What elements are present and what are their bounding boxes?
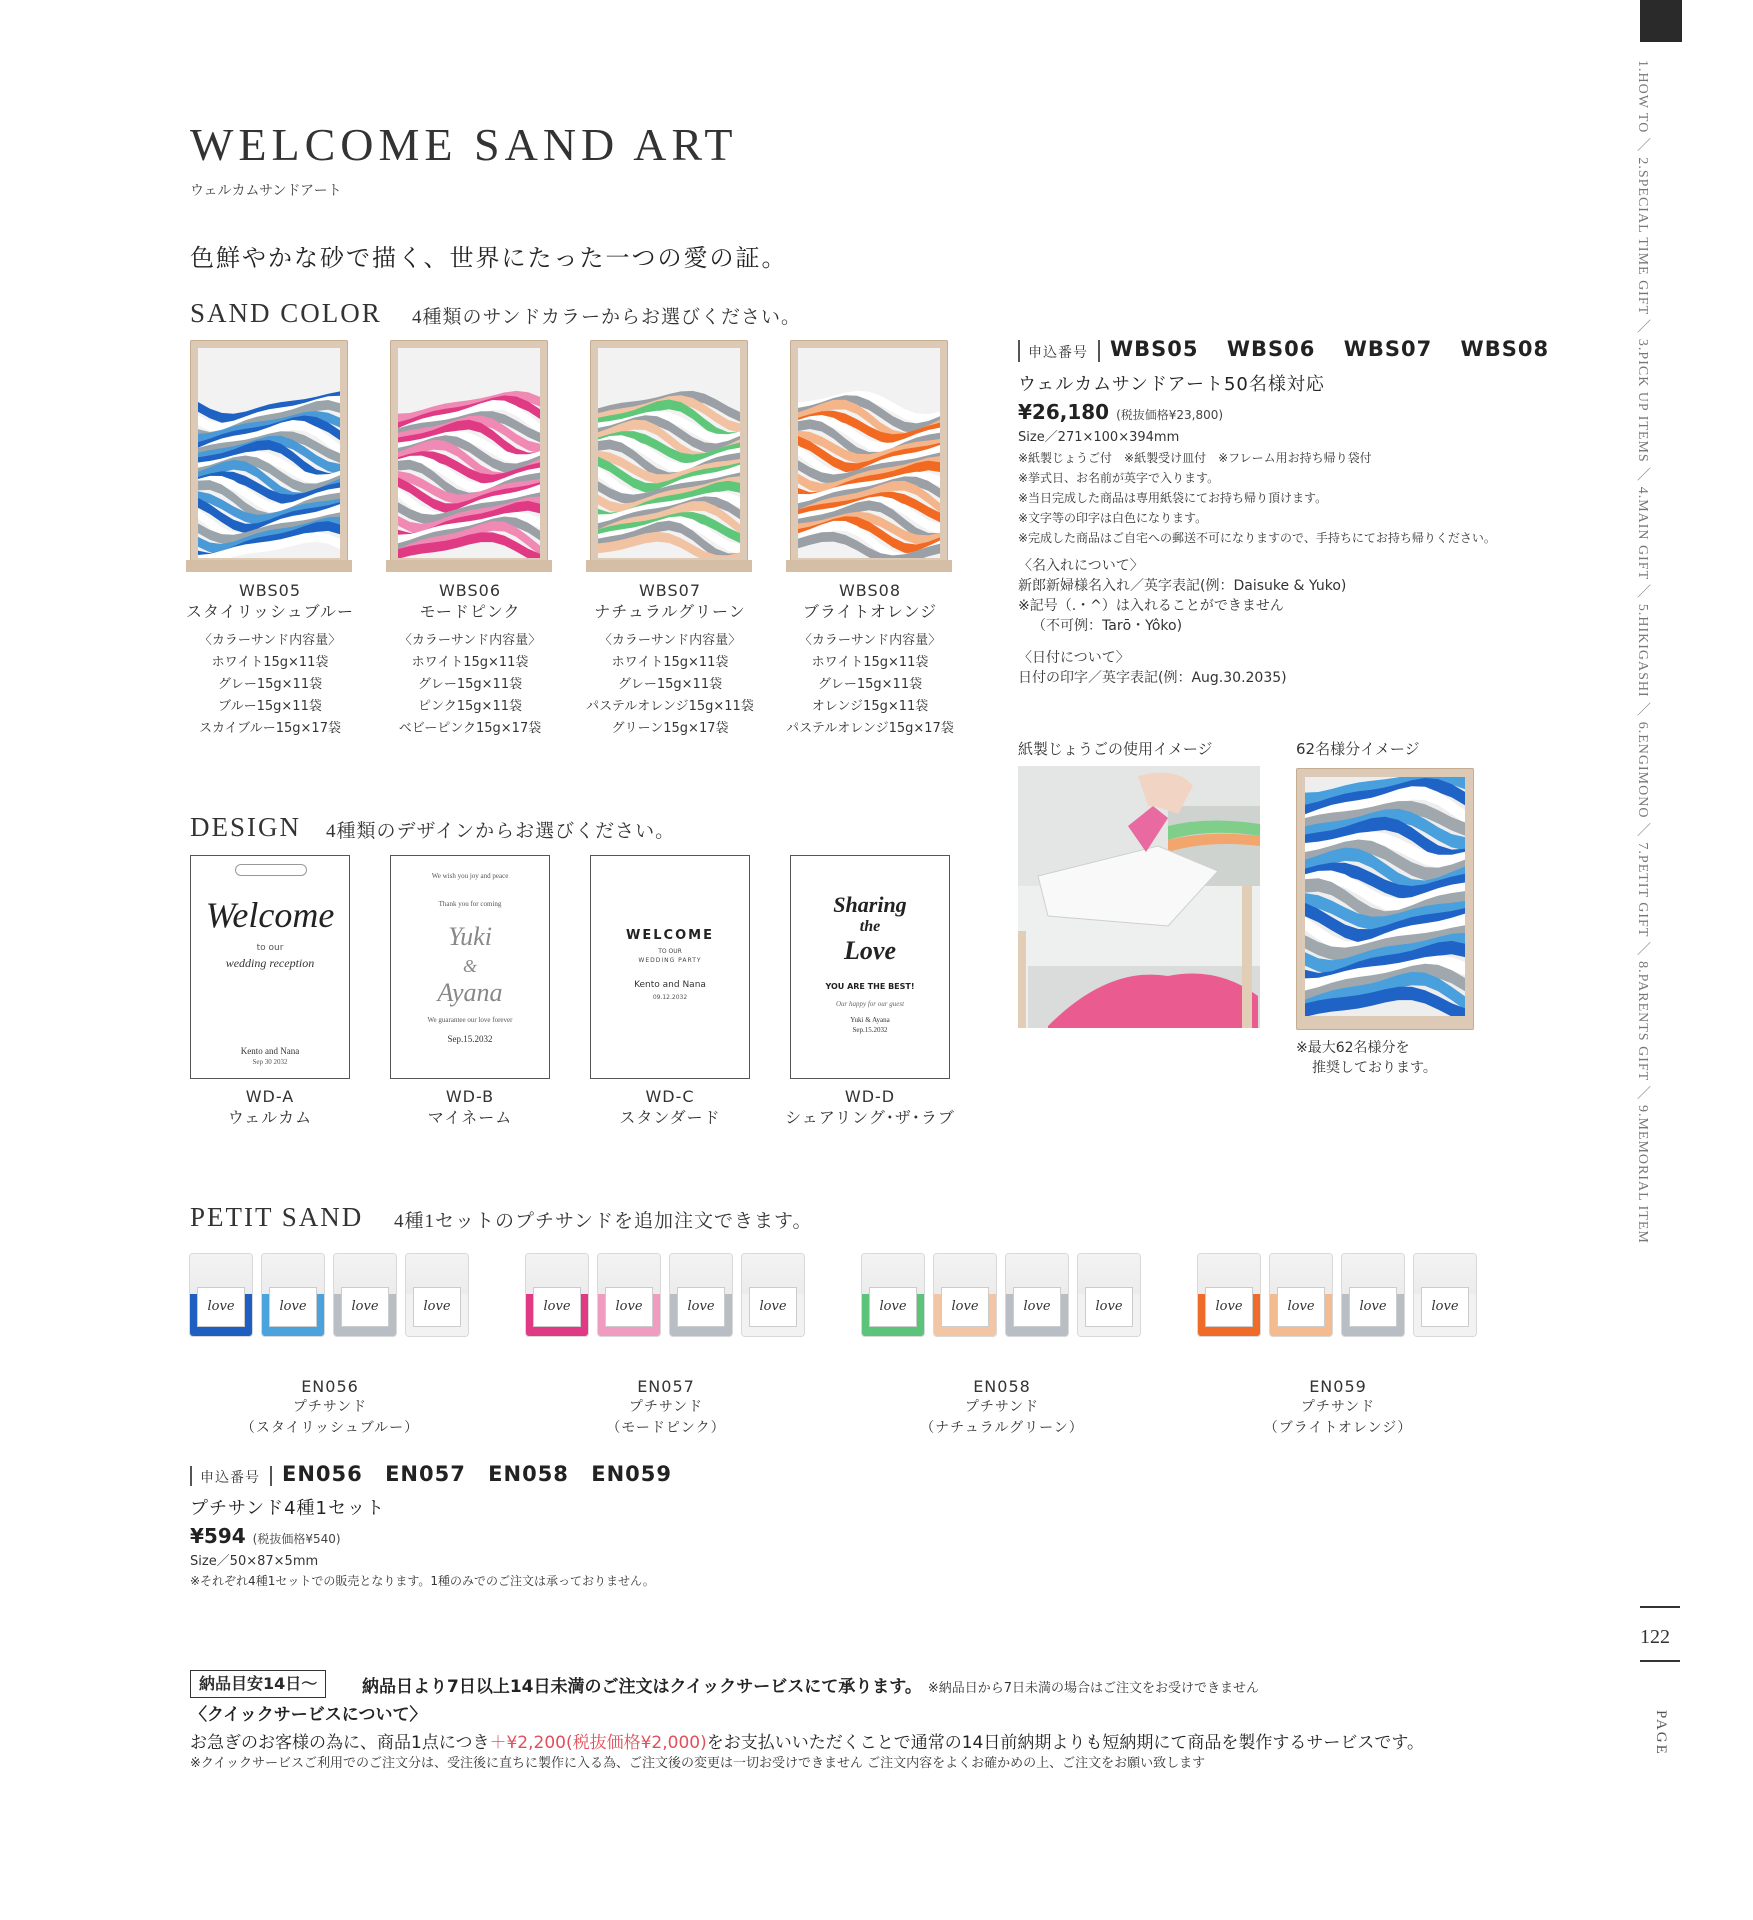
- funnel-illustration: [1018, 766, 1260, 1028]
- design-line: Thank you for coming: [438, 900, 502, 908]
- pouch-label: love: [1278, 1288, 1324, 1326]
- pouch-label: love: [1086, 1288, 1132, 1326]
- design-label-wd-c: [590, 1086, 750, 1128]
- petit-variant: （モードピンク）: [606, 1420, 726, 1436]
- sand-pouch: [334, 1254, 396, 1336]
- pouch-label: love: [1206, 1288, 1252, 1326]
- page-title: WELCOME SAND ART: [190, 119, 738, 170]
- design-names: Kento and Nana: [240, 1046, 300, 1056]
- price-excl-tax: (税抜価格¥540): [252, 1532, 341, 1546]
- product-code: WBS08: [1460, 337, 1550, 361]
- sand-color-label: [370, 580, 570, 740]
- product-code: WBS05: [1110, 337, 1199, 361]
- sand-name: モードピンク: [419, 602, 521, 621]
- pouch-label: love: [1350, 1288, 1396, 1326]
- design-heading: DESIGN: [190, 812, 301, 842]
- design-label-wd-a: [190, 1086, 350, 1128]
- sand-color-label: [770, 580, 970, 740]
- petit-label: [1178, 1376, 1498, 1439]
- design-name: スタンダード: [619, 1108, 721, 1127]
- design-names: Yuki & Ayana: [850, 1016, 890, 1024]
- sand-pouch: [598, 1254, 660, 1336]
- side-nav-text: 1.HOW TO ／ 2.SPECIAL TIME GIFT ／ 3.PICK UP ITEMS ／ 4.MAIN GIFT ／ 5.HIKIGASHI ／ 6.ENGIMONO ／ 7.PETIT GIFT ／ 8.PARENTS GIFT ／ 9.MEMORIAL ITEM: [1635, 60, 1650, 1244]
- pouch-label: love: [1014, 1288, 1060, 1326]
- sand-name: スタイリッシュブルー: [185, 602, 355, 621]
- design-date: Sep.15.2032: [852, 1026, 888, 1034]
- product-codes: [1110, 337, 1549, 361]
- petit-name: プチサンド: [964, 1399, 1040, 1415]
- design-label-wd-d: [770, 1086, 970, 1128]
- pouch-label: love: [678, 1288, 724, 1326]
- petit-note: ※それぞれ4種1セットでの販売となります。1種のみでのご注文は承っておりません。: [190, 1574, 655, 1588]
- pouch-label: love: [1422, 1288, 1468, 1326]
- delivery-main-note: ※納品日から7日未満の場合はご注文をお受けできません: [927, 1681, 1260, 1696]
- design-line: to our: [256, 943, 284, 953]
- petit-codes: [282, 1462, 672, 1486]
- design-label-wd-b: [390, 1086, 550, 1128]
- sand-waves: [798, 348, 940, 558]
- page-rule: [1640, 1660, 1680, 1662]
- contents-line: スカイブルー15g×17袋: [199, 721, 341, 736]
- petit-code: EN059: [1309, 1377, 1367, 1396]
- note-line: ※最大62名様分を: [1296, 1040, 1410, 1056]
- petit-code: EN057: [385, 1462, 466, 1486]
- sand-pouch: [1270, 1254, 1332, 1336]
- pouch-label: love: [198, 1288, 244, 1326]
- contents-line: ベビーピンク15g×17袋: [398, 721, 542, 736]
- design-name: ウェルカム: [227, 1108, 313, 1127]
- contents-line: オレンジ15g×11袋: [811, 699, 929, 714]
- contents-line: ピンク15g×11袋: [418, 699, 522, 714]
- sand-name: ブライトオレンジ: [802, 602, 938, 621]
- contents-title: 〈カラーサンド内容量〉: [198, 633, 342, 648]
- contents-line: ホワイト15g×11袋: [611, 655, 729, 670]
- design-script-the: the: [859, 918, 881, 935]
- price-value: ¥594: [190, 1524, 246, 1548]
- page-number: 122: [1640, 1626, 1670, 1648]
- quick-text: お急ぎのお客様の為に、商品1点につき: [190, 1733, 490, 1753]
- petit-set-name: プチサンド4種1セット: [190, 1498, 386, 1519]
- price-value: ¥26,180: [1018, 400, 1110, 424]
- sand-waves: [198, 348, 340, 558]
- price-excl-tax: (税抜価格¥23,800): [1116, 408, 1224, 422]
- quick-price: ＋¥2,200(税抜価格¥2,000): [489, 1733, 707, 1753]
- contents-title: 〈カラーサンド内容量〉: [798, 633, 942, 648]
- sand-code: WBS06: [438, 581, 502, 600]
- sand-pouch: [934, 1254, 996, 1336]
- sand-color-heading: SAND COLOR: [190, 298, 382, 328]
- contents-line: ホワイト15g×11袋: [411, 655, 529, 670]
- contents-line: パステルオレンジ15g×11袋: [586, 699, 754, 714]
- design-card-wd-b: [390, 855, 550, 1079]
- order-bar: [1098, 340, 1100, 362]
- delivery-main-text: 納品日より7日以上14日未満のご注文はクイックサービスにて承ります。: [362, 1677, 922, 1697]
- page-label: PAGE: [1653, 1710, 1669, 1756]
- design-names: Kento and Nana: [634, 980, 706, 990]
- petit-order-label: 申込番号: [200, 1470, 260, 1486]
- petit-label: [170, 1376, 490, 1439]
- sand-code: WBS08: [838, 581, 902, 600]
- product-notes: [1018, 448, 1496, 548]
- pouch-label: love: [606, 1288, 652, 1326]
- petit-price: [190, 1524, 341, 1548]
- design-date: Sep.15.2032: [447, 1034, 493, 1044]
- design-line: WEDDING PARTY: [638, 957, 702, 964]
- contents-line: グレー15g×11袋: [417, 677, 523, 692]
- sand-code: WBS07: [638, 581, 702, 600]
- contents-line: グレー15g×11袋: [217, 677, 323, 692]
- petit-name: プチサンド: [1300, 1399, 1376, 1415]
- product-name: ウェルカムサンドアート50名様対応: [1018, 374, 1325, 395]
- sand-pouch: [526, 1254, 588, 1336]
- image2-notes: [1296, 1038, 1437, 1078]
- quick-text: をお支払いいただくことで通常の14日前納期よりも短納期にて商品を製作するサービスです。: [706, 1733, 1424, 1753]
- page-rule: [1640, 1606, 1680, 1608]
- pouch-label: love: [342, 1288, 388, 1326]
- product-code: WBS07: [1343, 337, 1433, 361]
- sand-waves: [398, 348, 540, 558]
- delivery-badge: 納品目安14日～: [190, 1670, 326, 1698]
- petit-variant: （ナチュラルグリーン）: [920, 1420, 1084, 1436]
- side-navigation: [1632, 60, 1672, 1620]
- sand-code: WBS05: [238, 581, 302, 600]
- design-code: WD-B: [445, 1087, 495, 1106]
- contents-line: グレー15g×11袋: [617, 677, 723, 692]
- date-info: [1018, 648, 1287, 688]
- design-line: Our happy for our guest: [835, 1000, 905, 1008]
- petit-label: [506, 1376, 826, 1439]
- design-line: We guarantee our love forever: [427, 1016, 513, 1024]
- design-code: WD-A: [245, 1087, 295, 1106]
- note-line: ※完成した商品はご自宅への郵送不可になりますので、手持ちにてお持ち帰りください。: [1018, 531, 1496, 545]
- sand-color-subheading: 4種類のサンドカラーからお選びください。: [412, 307, 801, 328]
- quick-heading: 〈クイックサービスについて〉: [190, 1705, 427, 1725]
- note-line: ※文字等の印字は白色になります。: [1018, 511, 1208, 525]
- petit-variant: （ブライトオレンジ）: [1263, 1420, 1413, 1436]
- sand-pouch: [1198, 1254, 1260, 1336]
- name-engraving-info: [1018, 556, 1346, 636]
- petit-code: EN059: [591, 1462, 672, 1486]
- sand-frame-wbs07: [590, 340, 748, 572]
- design-line: TO OUR: [658, 948, 682, 955]
- contents-line: パステルオレンジ15g×17袋: [786, 721, 954, 736]
- contents-line: グレー15g×11袋: [817, 677, 923, 692]
- design-card-wd-a: [190, 855, 350, 1079]
- petit-code: EN057: [637, 1377, 695, 1396]
- design-name-2: Ayana: [437, 978, 503, 1007]
- design-date: Sep 30 2032: [252, 1058, 288, 1066]
- design-script-title: Welcome: [205, 895, 335, 935]
- name-line: （不可例：Tarō・Yôko): [1032, 618, 1183, 634]
- pouch-label: love: [870, 1288, 916, 1326]
- pouch-label: love: [270, 1288, 316, 1326]
- sand-pouch: [1006, 1254, 1068, 1336]
- sand-waves: [598, 348, 740, 558]
- pouch-label: love: [942, 1288, 988, 1326]
- pouch-label: love: [534, 1288, 580, 1326]
- date-heading: 〈日付について〉: [1018, 650, 1130, 666]
- design-welcome: WELCOME: [626, 928, 714, 943]
- petit-name: プチサンド: [628, 1399, 704, 1415]
- design-card-wd-d: [790, 855, 950, 1079]
- sand-frame-wbs05: [190, 340, 348, 572]
- delivery-main: [362, 1672, 1259, 1697]
- sand-pouch: [190, 1254, 252, 1336]
- sand-waves-62: [1305, 777, 1465, 1016]
- order-bar: [190, 1466, 192, 1486]
- contents-line: ブルー15g×11袋: [218, 699, 322, 714]
- product-code: WBS06: [1226, 337, 1316, 361]
- image-caption-62: 62名様分イメージ: [1296, 740, 1420, 758]
- sand-pouch: [670, 1254, 732, 1336]
- contents-line: グリーン15g×17袋: [611, 721, 729, 736]
- design-card-wd-c: [590, 855, 750, 1079]
- quick-note: ※クイックサービスご利用でのご注文分は、受注後に直ちに製作に入る為、ご注文後の変更は一切お受けできません ご注文内容をよくお確かめの上、ご注文をお願い致します: [190, 1756, 1206, 1771]
- order-bar: [1018, 340, 1020, 362]
- image-caption-funnel: 紙製じょうごの使用イメージ: [1018, 740, 1213, 758]
- petit-size: Size／50×87×5mm: [190, 1554, 319, 1569]
- design-name: シェアリング･ザ･ラブ: [785, 1108, 955, 1127]
- contents-title: 〈カラーサンド内容量〉: [598, 633, 742, 648]
- sand-pouch: [862, 1254, 924, 1336]
- corner-tab: [1640, 0, 1682, 42]
- note-line: ※挙式日、お名前が英字で入ります。: [1018, 471, 1220, 485]
- petit-code: EN058: [973, 1377, 1031, 1396]
- name-line: 新郎新婦様名入れ／英字表記(例：Daisuke & Yuko): [1018, 578, 1347, 594]
- petit-sand-subheading: 4種1セットのプチサンドを追加注文できます。: [394, 1211, 813, 1232]
- frame-62-image: [1296, 768, 1474, 1030]
- contents-title: 〈カラーサンド内容量〉: [398, 633, 542, 648]
- order-number-label: 申込番号: [1028, 345, 1088, 361]
- sand-pouch: [406, 1254, 468, 1336]
- order-bar: [270, 1466, 272, 1486]
- sand-name: ナチュラルグリーン: [594, 602, 746, 621]
- ribbon-ornament: [235, 864, 307, 876]
- sand-pouch: [1078, 1254, 1140, 1336]
- sand-pouch: [1342, 1254, 1404, 1336]
- design-code: WD-C: [645, 1087, 695, 1106]
- catch-copy: 色鮮やかな砂で描く、世界にたった一つの愛の証。: [190, 246, 788, 272]
- product-size: Size／271×100×394mm: [1018, 430, 1180, 445]
- quick-description: [190, 1728, 1424, 1753]
- note-line: 推奨しております。: [1312, 1060, 1437, 1076]
- design-script-title: Sharing: [833, 892, 907, 917]
- petit-sand-heading: PETIT SAND: [190, 1202, 364, 1232]
- sand-color-label: [170, 580, 370, 740]
- sand-pouch: [742, 1254, 804, 1336]
- contents-line: ホワイト15g×11袋: [211, 655, 329, 670]
- sand-frame-wbs08: [790, 340, 948, 572]
- note-line: ※当日完成した商品は専用紙袋にてお持ち帰り頂けます。: [1018, 491, 1328, 505]
- design-line: We wish you joy and peace: [431, 872, 509, 880]
- sand-pouch: [1414, 1254, 1476, 1336]
- petit-code: EN056: [282, 1462, 363, 1486]
- petit-name: プチサンド: [292, 1399, 368, 1415]
- sand-color-label: [570, 580, 770, 740]
- page-subtitle: ウェルカムサンドアート: [190, 183, 342, 199]
- design-line: wedding reception: [225, 956, 315, 970]
- design-line: YOU ARE THE BEST!: [825, 982, 915, 991]
- contents-line: ホワイト15g×11袋: [811, 655, 929, 670]
- design-date: 09.12.2032: [652, 994, 688, 1001]
- date-line: 日付の印字／英字表記(例：Aug.30.2035): [1018, 670, 1287, 686]
- sand-pouch: [262, 1254, 324, 1336]
- design-subheading: 4種類のデザインからお選びください。: [326, 821, 676, 842]
- sand-frame-wbs06: [390, 340, 548, 572]
- name-heading: 〈名入れについて〉: [1018, 558, 1144, 574]
- note-line: ※紙製じょうご付 ※紙製受け皿付 ※フレーム用お持ち帰り袋付: [1018, 451, 1372, 465]
- name-line: ※記号（.・^）は入れることができません: [1018, 598, 1284, 614]
- petit-variant: （スタイリッシュブルー）: [240, 1420, 420, 1436]
- design-script-love: Love: [844, 936, 896, 965]
- petit-code: EN058: [488, 1462, 569, 1486]
- design-code: WD-D: [844, 1087, 896, 1106]
- petit-code: EN056: [301, 1377, 359, 1396]
- petit-label: [842, 1376, 1162, 1439]
- design-ampersand: &: [462, 956, 477, 976]
- design-name-1: Yuki: [448, 922, 492, 951]
- product-price: [1018, 400, 1223, 424]
- pouch-label: love: [414, 1288, 460, 1326]
- pouch-label: love: [750, 1288, 796, 1326]
- funnel-usage-photo: [1018, 766, 1260, 1028]
- design-name: マイネーム: [427, 1108, 513, 1127]
